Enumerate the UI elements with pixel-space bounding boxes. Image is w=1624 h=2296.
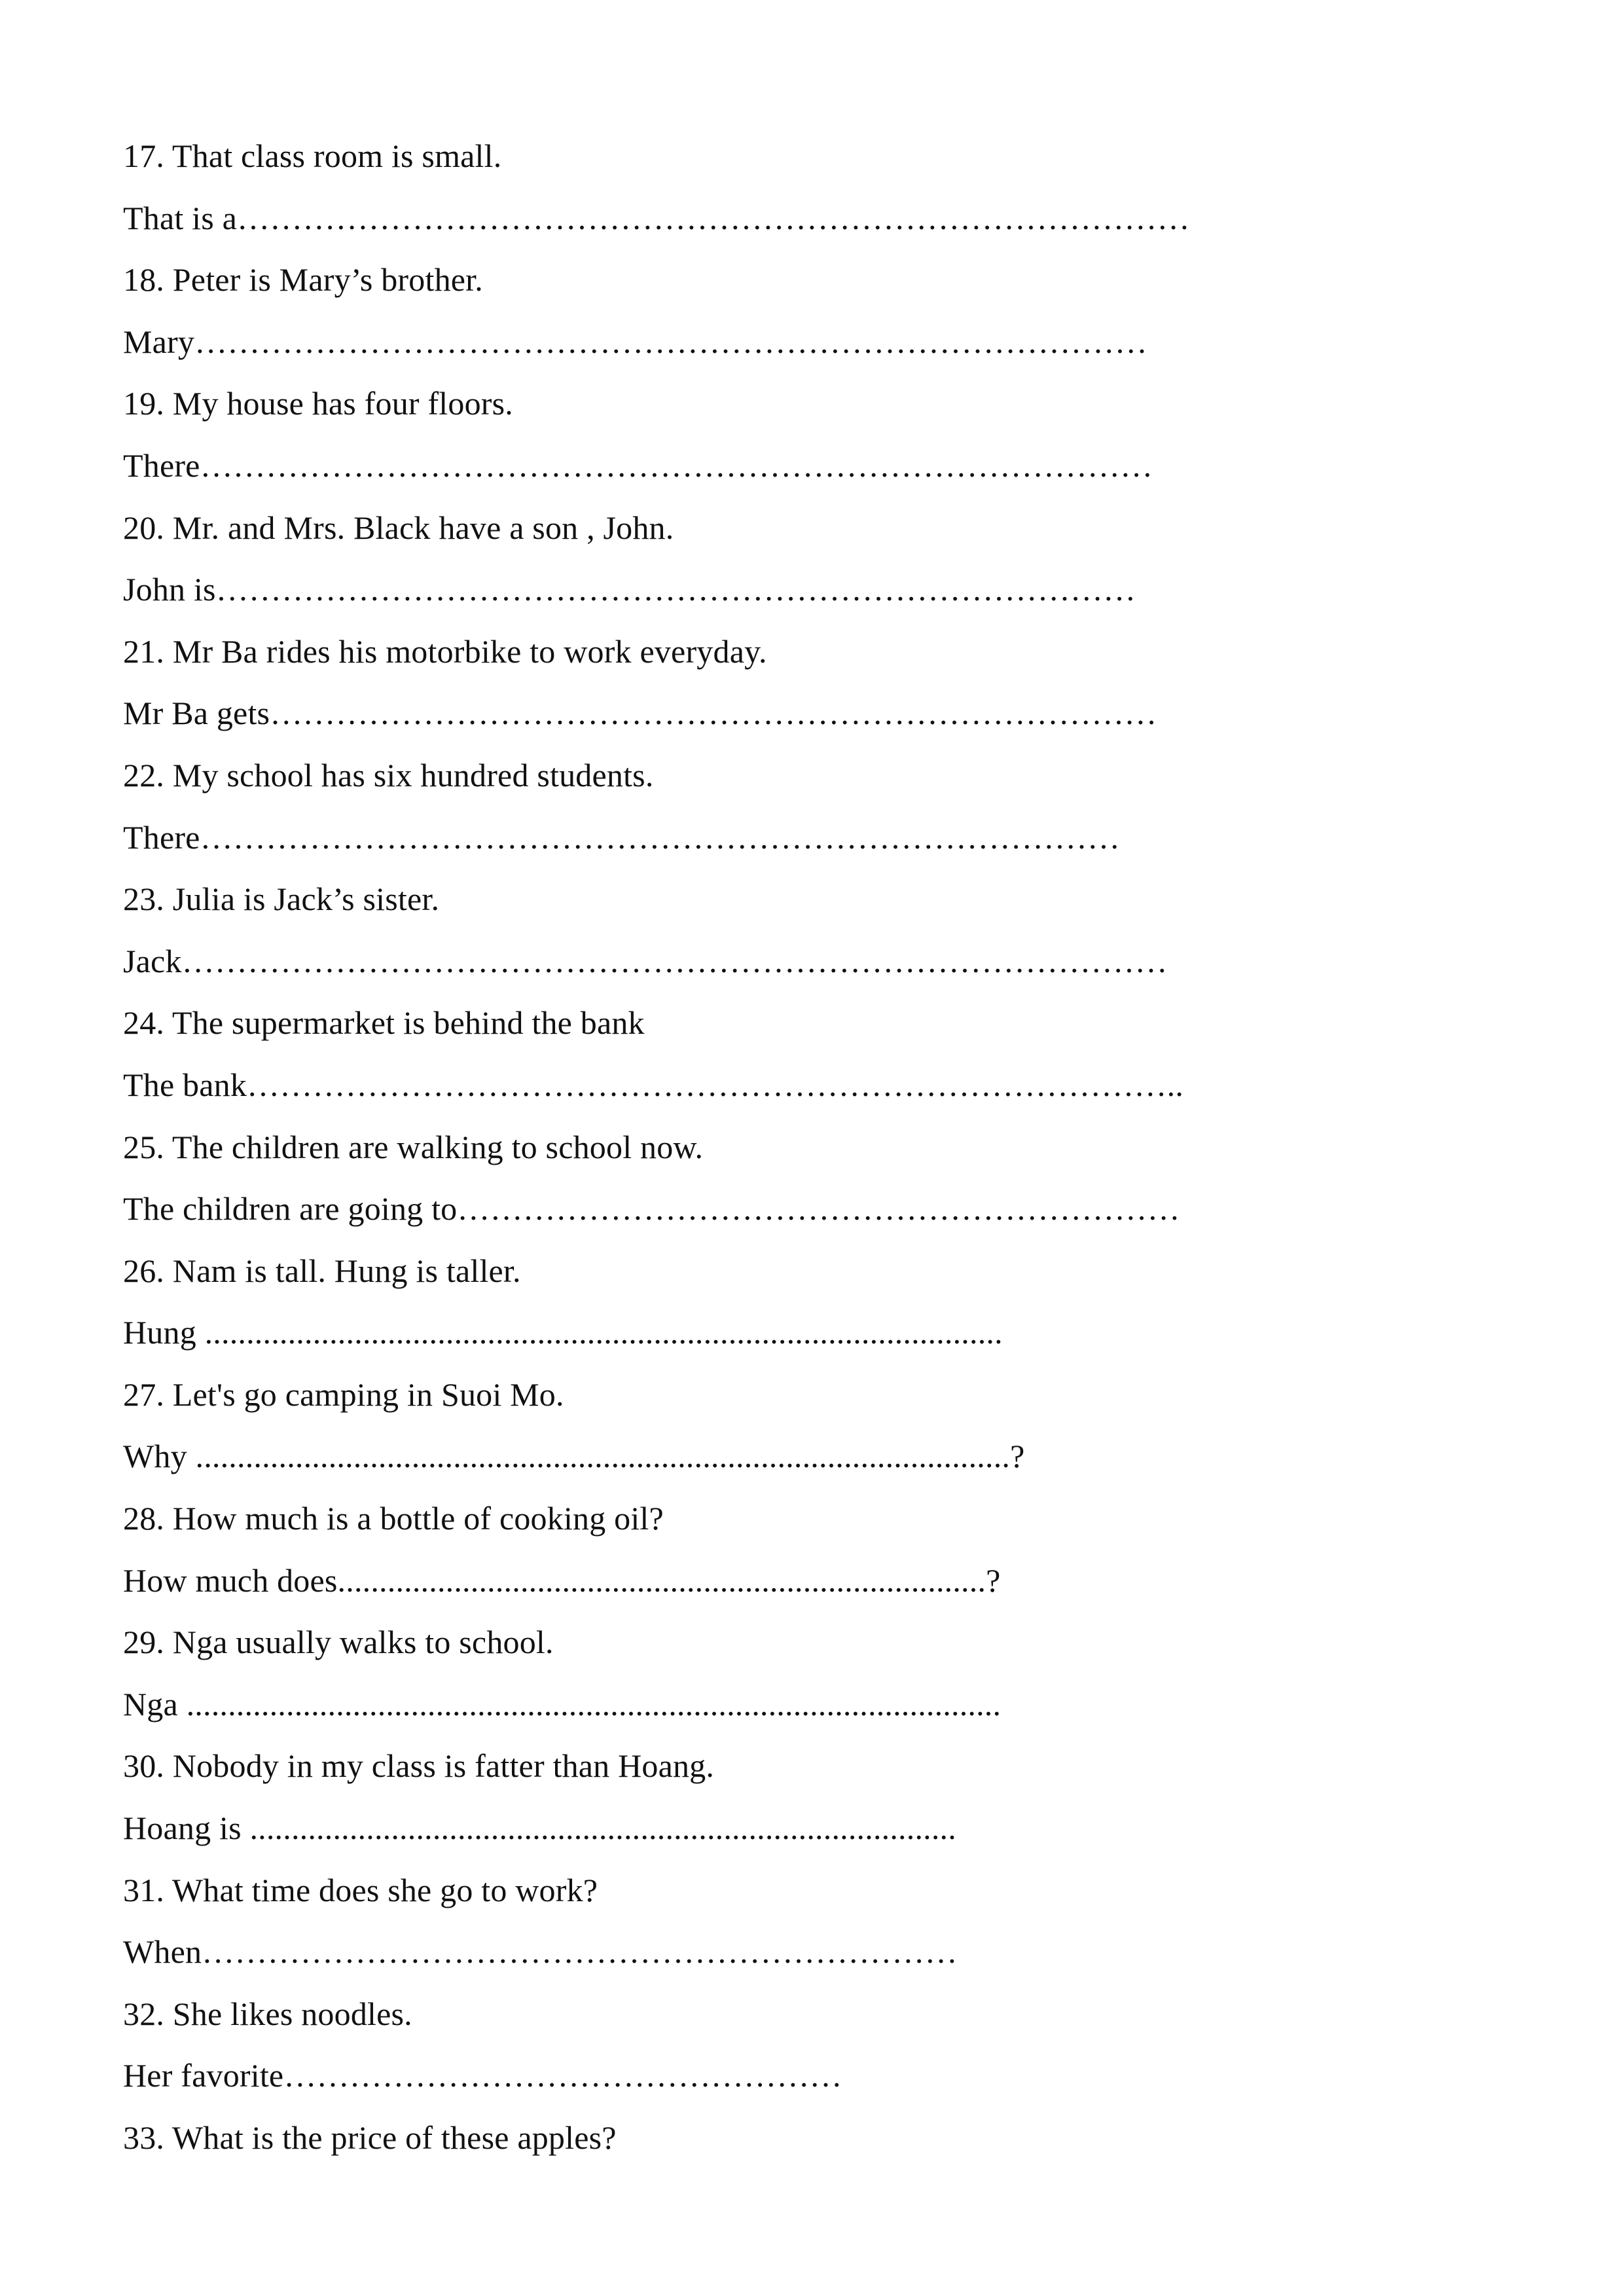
question-31-prompt: 31. What time does she go to work? [123, 1871, 598, 1908]
question-32-prompt: 32. She likes noodles. [123, 1995, 412, 2032]
question-26-prompt: 26. Nam is tall. Hung is taller. [123, 1252, 521, 1289]
question-24-answer-line: The bank………………………………………………………………………….. [123, 1066, 1184, 1103]
question-30-prompt: 30. Nobody in my class is fatter than Hoang. [123, 1747, 715, 1785]
question-23-prompt: 23. Julia is Jack’s sister. [123, 881, 440, 918]
exercise-list [123, 136, 1511, 2180]
question-29-answer-line: Nga .................................................................................................. [123, 1685, 1001, 1722]
question-21-prompt: 21. Mr Ba rides his motorbike to work everyday. [123, 632, 767, 670]
question-28-answer-line: How much does..............................................................................? [123, 1561, 1001, 1599]
question-18-prompt: 18. Peter is Mary’s brother. [123, 261, 483, 299]
question-21-answer-line: Mr Ba gets……………………………………………………………………… [123, 695, 1157, 732]
question-25-answer-line: The children are going to………………………………………………………… [123, 1190, 1180, 1228]
question-33-prompt: 33. What is the price of these apples? [123, 2119, 617, 2156]
question-30-answer-line: Hoang is ..................................................................................... [123, 1810, 956, 1847]
question-20-prompt: 20. Mr. and Mrs. Black have a son , John. [123, 509, 674, 546]
question-31-answer-line: When…………………………………………………………… [123, 1933, 958, 1971]
question-19-answer-line: There…………………………………………………………………………… [123, 446, 1153, 484]
question-22-answer-line: There………………………………………………………………………… [123, 818, 1121, 856]
question-17-answer-line: That is a…………………………………………………………………………… [123, 199, 1190, 236]
question-18-answer-line: Mary…………………………………………………………………………… [123, 323, 1147, 360]
question-22-prompt: 22. My school has six hundred students. [123, 756, 654, 793]
question-24-prompt: 24. The supermarket is behind the bank [123, 1004, 645, 1042]
question-27-answer-line: Why ..................................................................................................? [123, 1438, 1025, 1475]
question-28-prompt: 28. How much is a bottle of cooking oil? [123, 1500, 664, 1537]
question-29-prompt: 29. Nga usually walks to school. [123, 1624, 554, 1661]
question-32-answer-line: Her favorite…………………………………………… [123, 2057, 842, 2094]
question-23-answer-line: Jack……………………………………………………………………………… [123, 942, 1168, 979]
question-17-prompt: 17. That class room is small. [123, 137, 502, 174]
question-25-prompt: 25. The children are walking to school now. [123, 1128, 704, 1165]
question-26-answer-line: Hung ................................................................................................ [123, 1314, 1003, 1351]
question-20-answer-line: John is………………………………………………………………………… [123, 571, 1136, 608]
question-19-prompt: 19. My house has four floors. [123, 385, 514, 422]
question-27-prompt: 27. Let's go camping in Suoi Mo. [123, 1376, 564, 1413]
